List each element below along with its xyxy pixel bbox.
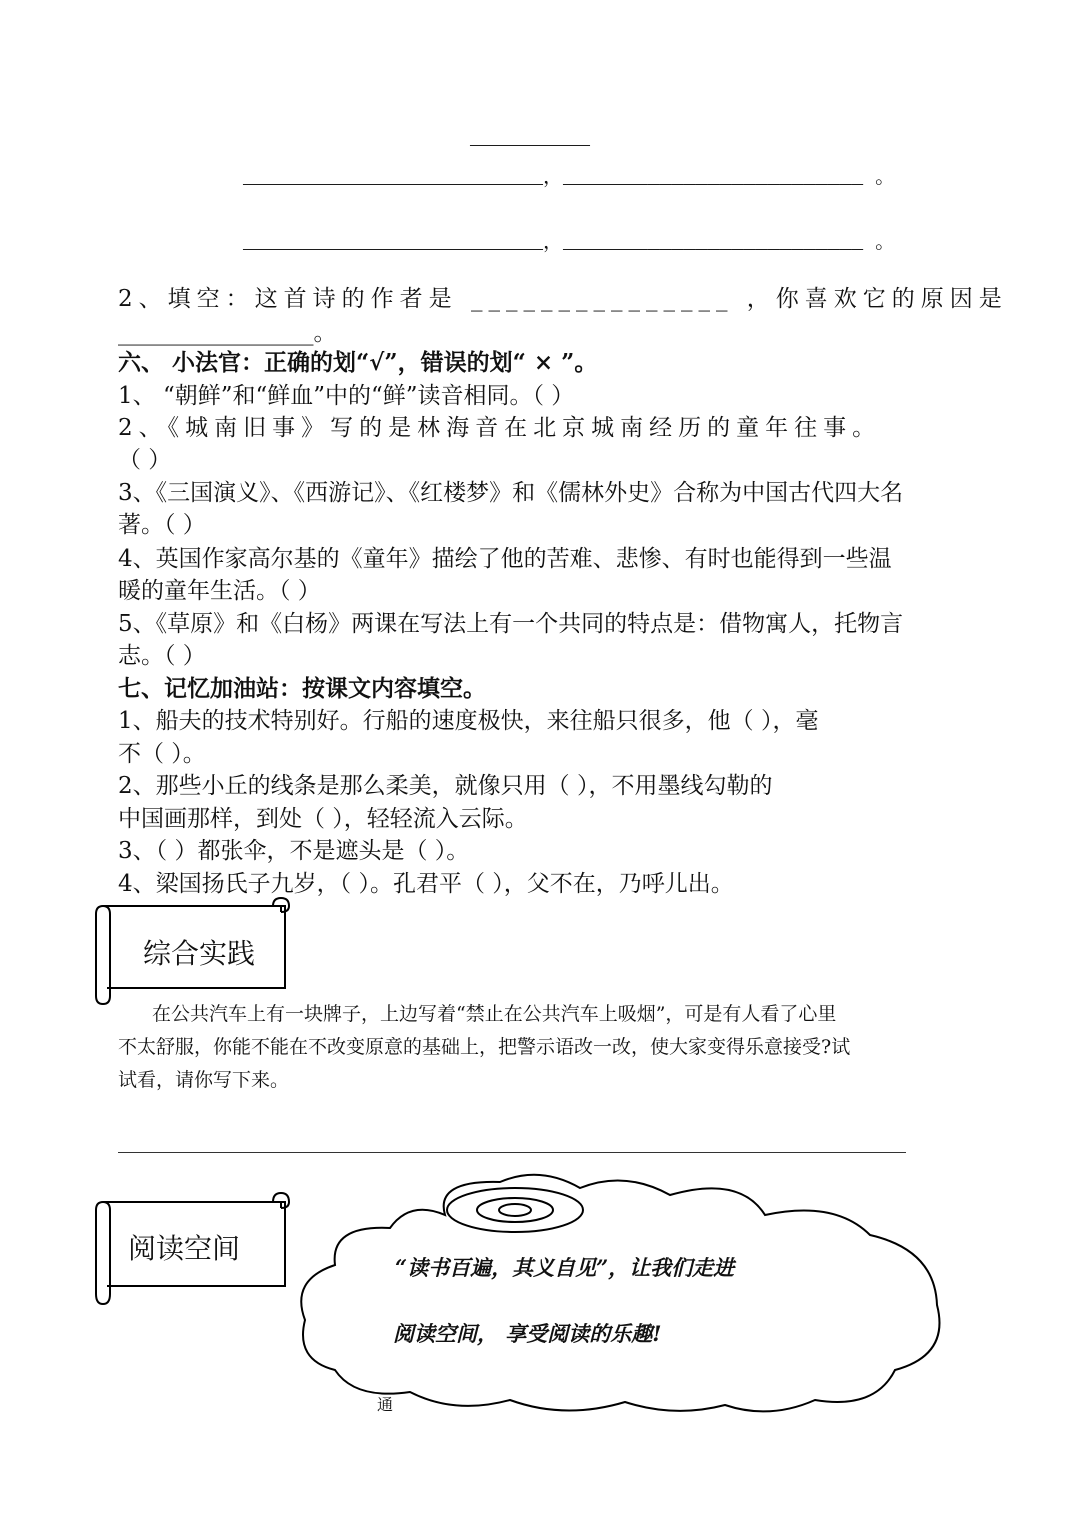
- practice-paragraph-line-2: 不太舒服，你能不能在不改变原意的基础上，把警示语改一改，使大家变得乐意接受?试: [118, 1036, 851, 1058]
- section-6-item: 1、 “朝鲜”和“鲜血”中的“鲜”读音相同。（ ）: [118, 383, 575, 409]
- cloud-text-line-1: “读书百遍，其义自见”，让我们走进: [395, 1255, 735, 1280]
- section-6-item: 2、《城南旧事》写的是林海音在北京城南经历的童年往事。: [118, 415, 882, 441]
- section-7-item: 3、（ ）都张伞，不是遮头是（ ）。: [118, 838, 470, 864]
- question-2-line-2: _________________。: [118, 320, 337, 346]
- footer-fragment: 通: [377, 1395, 394, 1414]
- thought-cloud: [295, 1170, 950, 1420]
- section-7-item: 中国画那样，到处（ ），轻轻流入云际。: [118, 806, 528, 832]
- practice-paragraph-line-3: 试看，请你写下来。: [118, 1069, 290, 1091]
- section-6-item: （ ）: [118, 447, 172, 473]
- section-6-item: 著。（ ）: [118, 512, 206, 538]
- question-2-line-1: 2、填空：这首诗的作者是 _______________ ，你喜欢它的原因是: [118, 286, 1008, 312]
- section-7-item: 1、船夫的技术特别好。行船的速度极快，来往船只很多，他（ ），毫: [118, 708, 819, 734]
- practice-answer-line[interactable]: [118, 1152, 906, 1153]
- section-7-heading: 七、记忆加油站：按课文内容填空。: [118, 675, 486, 702]
- section-6-item: 4、英国作家高尔基的《童年》描绘了他的苦难、悲惨、有时也能得到一些温: [118, 546, 892, 572]
- section-6-item: 5、《草原》和《白杨》两课在写法上有一个共同的特点是：借物寓人，托物言: [118, 611, 904, 637]
- section-7-item: 4、梁国扬氏子九岁，（ ）。孔君平（ ），父不在，乃呼儿出。: [118, 871, 734, 897]
- section-6-item: 暖的童年生活。（ ）: [118, 578, 321, 604]
- section-6-item: 3、《三国演义》、《西游记》、《红楼梦》和《儒林外史》合称为中国古代四大名: [118, 480, 904, 506]
- section-6-heading: 六、 小法官：正确的划“√”，错误的划“ × ”。: [118, 349, 598, 376]
- section-6-item: 志。（ ）: [118, 643, 206, 669]
- poem-line-blank-2[interactable]: _________________________，_________________________ 。: [243, 232, 896, 255]
- practice-scroll-title: 综合实践: [143, 937, 256, 970]
- poem-line-blank-1[interactable]: _________________________，_________________________ 。: [243, 167, 896, 190]
- reading-scroll-title: 阅读空间: [128, 1232, 241, 1265]
- section-7-item: 2、那些小丘的线条是那么柔美，就像只用（ ），不用墨线勾勒的: [118, 773, 773, 799]
- practice-paragraph-line-1: 在公共汽车上有一块牌子，上边写着“禁止在公共汽车上吸烟”，可是有人看了心里: [152, 1003, 837, 1025]
- section-7-item: 不（ ）。: [118, 741, 206, 767]
- cloud-text-line-2: 阅读空间， 享受阅读的乐趣!: [393, 1321, 662, 1346]
- poem-title-blank[interactable]: __________: [470, 128, 591, 151]
